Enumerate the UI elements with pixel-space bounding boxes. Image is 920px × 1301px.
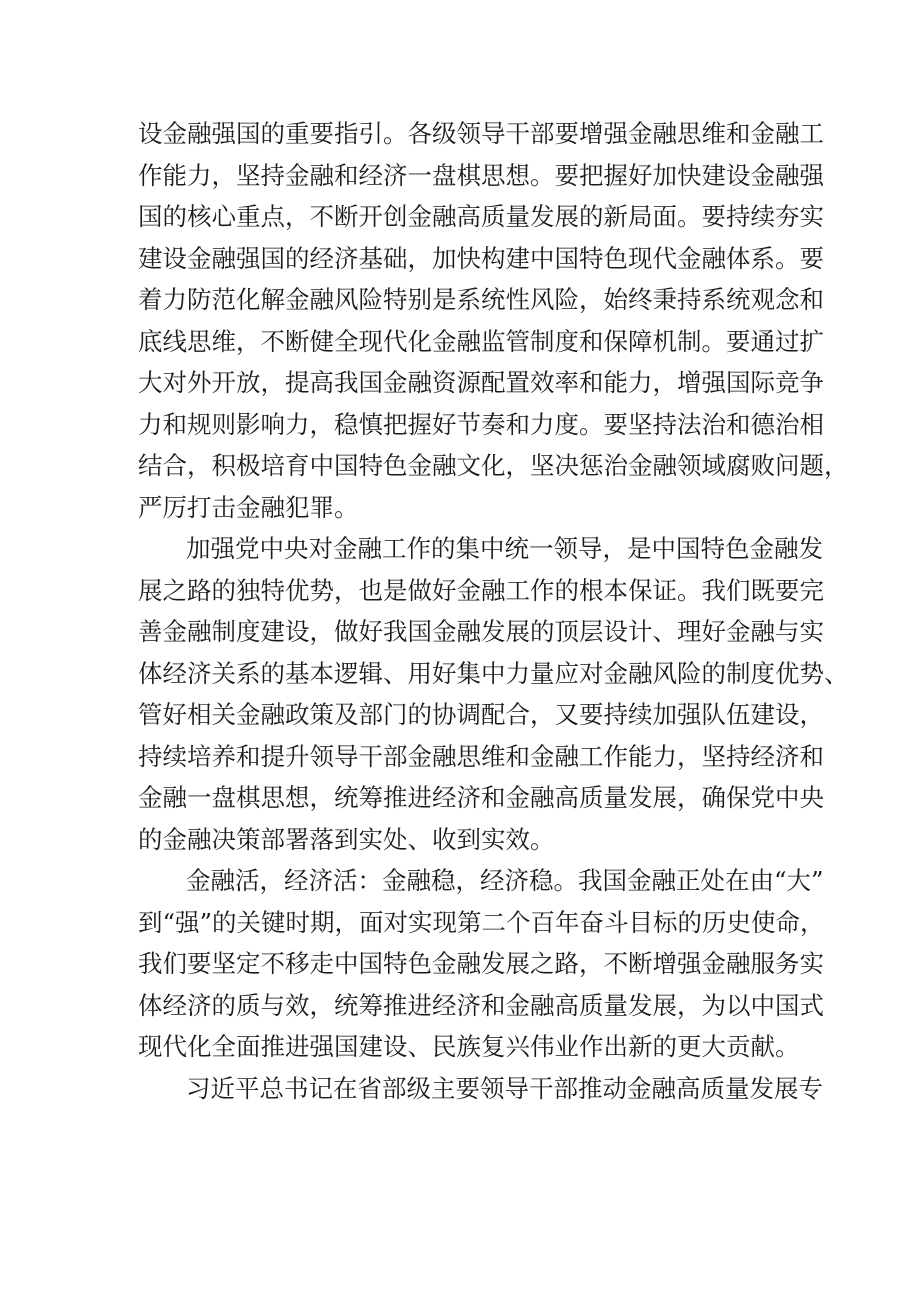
text-line: 着力防范化解金融风险特别是系统性风险，始终秉持系统观念和	[138, 285, 824, 314]
text-line: 到“强”的关键时期，面对实现第二个百年奋斗目标的历史使命，	[138, 907, 825, 937]
text-line: 金融一盘棋思想，统筹推进经济和金融高质量发展，确保党中央	[138, 783, 824, 812]
text-line: 善金融制度建设，做好我国金融发展的顶层设计、理好金融与实	[138, 617, 824, 646]
text-line: 展之路的独特优势，也是做好金融工作的根本保证。我们既要完	[138, 575, 824, 605]
paragraph-4	[138, 1068, 823, 1110]
text-line: 体经济关系的基本逻辑、用好集中力量应对金融风险的制度优势、	[138, 658, 849, 688]
text-line: 体经济的质与效，统筹推进经济和金融高质量发展，为以中国式	[138, 990, 824, 1020]
text-line: 底线思维，不断健全现代化金融监管制度和保障机制。要通过扩	[138, 326, 824, 356]
text-line: 习近平总书记在省部级主要领导干部推动金融高质量发展专	[186, 1073, 823, 1103]
text-line: 严厉打击金融犯罪。	[138, 492, 359, 522]
text-line: 作能力，坚持金融和经济一盘棋思想。要把握好加快建设金融强	[138, 160, 824, 190]
text-line: 我们要坚定不移走中国特色金融发展之路，不断增强金融服务实	[138, 949, 824, 978]
text-line: 加强党中央对金融工作的集中统一领导，是中国特色金融发	[186, 534, 823, 563]
text-line: 现代化全面推进强国建设、民族复兴伟业作出新的更大贡献。	[138, 1032, 800, 1061]
paragraph-2	[138, 528, 849, 860]
text-line: 国的核心重点，不断开创金融高质量发展的新局面。要持续夯实	[138, 202, 824, 231]
document-body	[138, 113, 849, 1109]
text-line: 设金融强国的重要指引。各级领导干部要增强金融思维和金融工	[138, 119, 824, 148]
text-line: 结合，积极培育中国特色金融文化，坚决惩治金融领域腐败问题，	[138, 451, 849, 480]
text-line: 持续培养和提升领导干部金融思维和金融工作能力，坚持经济和	[138, 741, 824, 771]
paragraph-1	[138, 113, 849, 528]
text-line: 大对外开放，提高我国金融资源配置效率和能力，增强国际竞争	[138, 368, 824, 397]
paragraph-3	[138, 860, 825, 1068]
text-line: 建设金融强国的经济基础，加快构建中国特色现代金融体系。要	[138, 243, 824, 273]
text-line: 力和规则影响力，稳慎把握好节奏和力度。要坚持法治和德治相	[138, 409, 824, 439]
text-line: 管好相关金融政策及部门的协调配合，又要持续加强队伍建设，	[138, 700, 824, 729]
text-line: 金融活，经济活：金融稳，经济稳。我国金融正处在由“大”	[186, 866, 824, 895]
text-line: 的金融决策部署落到实处、收到实效。	[138, 824, 555, 854]
